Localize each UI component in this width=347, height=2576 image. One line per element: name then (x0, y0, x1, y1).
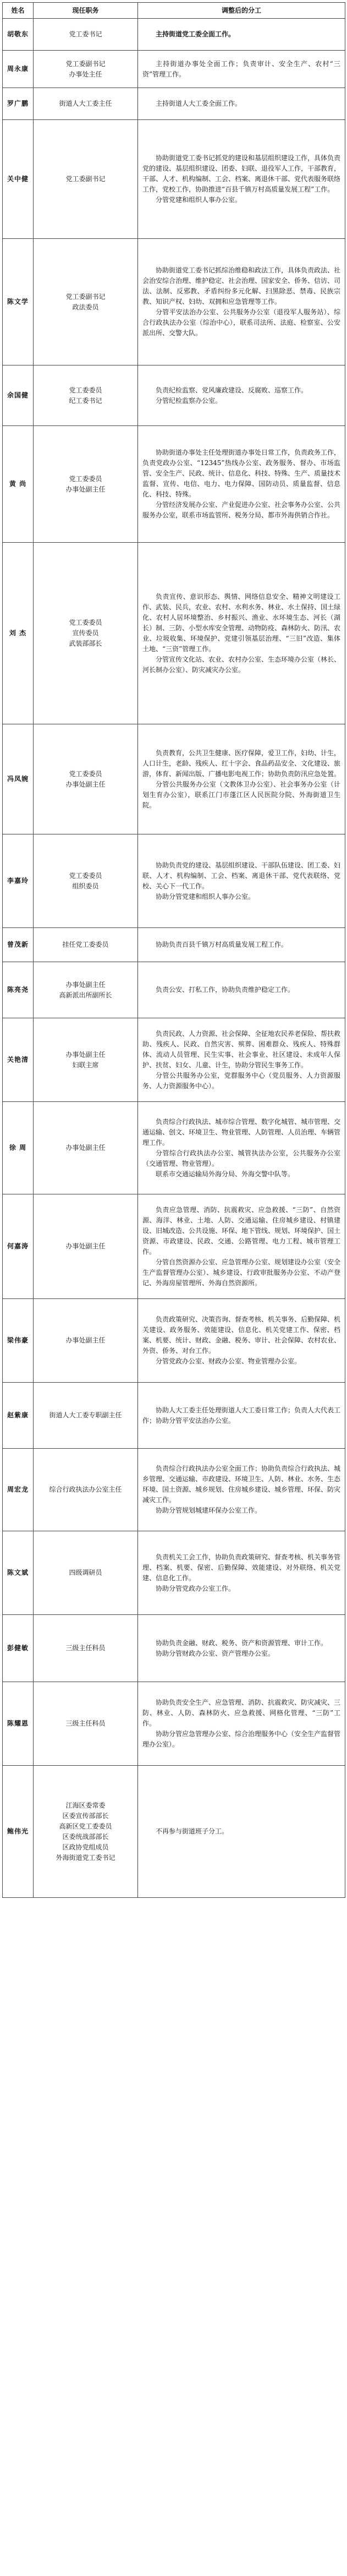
duty-paragraph: 负责民政、人力资源、社会保障、全征地农民养老保险、帮扶救助、残疾人、民政、自然灾害、殡葬、困难群众、残疾人、特殊群体、流动人员管理、民生实事、社会事业、社区建设、未成年人保护、扶贫、妇女、儿童、计生，协助分管民生事务工作。 (142, 1029, 341, 1069)
position-line: 三级主任科员 (65, 1644, 106, 1652)
header-name: 姓名 (3, 3, 34, 19)
table-row (3, 1682, 345, 1766)
current-position (34, 1018, 138, 1102)
duty-paragraph: 协助分管财政办公室、资产管理办公室。 (156, 1649, 275, 1657)
duty-paragraph: 负责教育，公共卫生健康、医疗保障，爱卫工作，妇幼、计生，人口计生，老龄、残疾人、红十字会、食品药品安全、文化建设、旅游，体育、新闻出版、广播电影电视工作；协助负责防汛应急处置。 (142, 749, 341, 778)
position-line: 党工委委员 (69, 474, 102, 483)
duty-paragraph: 协助负责党的建设、基层组织建设、干部队伍建设、团工委、妇联、人才、机构编制、工会、档案、离退休干部、党代表联络、党校、关心下一代工作。 (142, 861, 341, 890)
current-position (34, 426, 138, 543)
position-line: 区委统战部部长 (62, 1832, 109, 1841)
assigned-duties (138, 1194, 345, 1299)
assigned-duties (138, 1682, 345, 1766)
assigned-duties (138, 1531, 345, 1615)
current-position (34, 962, 138, 1018)
person-name: 梁伟豪 (3, 1299, 34, 1383)
duty-paragraph: 负责政策研究、决策咨询、督查考核、机关事务、后勤保障、机关建设、政务服务、效能建设、信息化、机关党建工作、保密、档案、机要、统计、财政、金融、税务、审计、社会保障、农村农业、外资、侨务、对台工作。 (142, 1316, 341, 1355)
assigned-duties (138, 724, 345, 834)
person-name: 罗广鹏 (3, 88, 34, 120)
table-row (3, 724, 345, 834)
duty-paragraph: 协助负责百县千镇万村高质量发展工程工作。 (156, 941, 288, 948)
position-line: 党工委副书记 (65, 292, 106, 301)
person-name: 周永康 (3, 51, 34, 88)
duty-paragraph: 协助街道党工委书记抓党的建设和基层组织建设工作，具体负责党的建设、基层组织建设、团委、妇联、退役军人工作，干部教育，干部、人才、机构编制、工会、档案、离退休干部、党代表服务联络工作，党校工作，协助推进“百县千镇万村高质量发展工程”工作。 (142, 154, 341, 193)
position-line: 武装部部长 (69, 640, 102, 647)
duty-paragraph: 分管党政办公室、财政办公室、物业管理办公室。 (156, 1357, 301, 1365)
current-position (34, 724, 138, 834)
duty-paragraph: 负责纪检监察、党风廉政建设、反腐败、巡察工作。 (156, 386, 308, 394)
header-position: 现任职务 (34, 3, 138, 19)
position-line: 办事处副主任 (65, 485, 106, 493)
current-position (34, 88, 138, 120)
assigned-duties (138, 962, 345, 1018)
position-line: 办事处副主任 (65, 1050, 106, 1058)
table-row (3, 1102, 345, 1194)
assigned-duties (138, 19, 345, 51)
duty-paragraph: 负责宣传、意识形态、舆情、网络信息安全、精神文明建设工作、武装、民兵，农业、农村、水利水务、林业、水土保持、国土绿化、农村人居环境整治、乡村振兴、渔业、水环境生态、河长（湖长）制、三防、小型水库安全管理、动物防疫、森林防火、防汛、农业、垃圾收集、环境保护、党建引领基层治理、“三旧”改造、集体土地、“三资”管理工作。 (142, 592, 341, 653)
current-position (34, 239, 138, 365)
position-line: 高新派出所副所长 (59, 991, 112, 999)
person-name: 刘 杰 (3, 543, 34, 724)
duty-paragraph: 主持街道党工委全面工作。 (156, 30, 235, 38)
duty-paragraph: 协助分管党建和组织人事办公室。 (156, 892, 255, 900)
duty-paragraph: 分管党建和组织人事办公室。 (156, 196, 242, 204)
duty-paragraph: 分管公共服务办公室，党群服务中心（党员服务、人力资源服务、人力资源服务中心）。 (142, 1071, 340, 1090)
assigned-duties (138, 928, 345, 962)
table-row (3, 543, 345, 724)
duty-paragraph: 负责应急管理、消防、抗震救灾、应急救援、“三防”、自然资源、海洋、林业、土地、人防、交通运输、住房城乡建设、村镇建设、旧城改造、公共设施、环保、地下管线、规划、环境保护、国土资源、市政建设、民政、交通、公路管理、电力工程、城市管理工作。 (142, 1205, 341, 1256)
person-name: 冯凤婉 (3, 724, 34, 834)
duty-paragraph: 协助街道党工委书记抓综治维稳和政法工作，具体负责政法、社会治安综合治理、维护稳定、社会治理、国家安全、侨务、信访、司法、法制、反邪教、矛盾纠纷多元化解、扫黑除恶、禁毒、民族宗教、知识产权、妇幼、双拥和应急管理等工作。 (142, 266, 341, 305)
duty-paragraph: 协助街道办事处主任处理街道办事处日常工作，负责政务工作，负责党政办公室、“12345”热线办公室、政务服务、督办、市场监管、安全生产、民政、统计、信息化、科技、特殊、生产、质量技术监督、宣传、电信、电力、电力保障、国防动员、质量监督、信息化、科技、特殊。 (142, 449, 341, 498)
current-position (34, 1299, 138, 1383)
duty-paragraph: 不再参与街道班子分工。 (156, 1827, 229, 1835)
duty-paragraph: 负责机关工会工作，协助负责政策研究、督查考核、机关事务管理、档案、机要、保密、后勤保障、效能建设、对外联络、机关党建、信息化工作。 (142, 1553, 341, 1582)
person-name: 彭健敏 (3, 1615, 34, 1682)
duty-paragraph: 分管经济发展办公室、产业促进办公室、社会事务办公室、公共服务办公室，联系市场监管所、税务分局、都市外海供销合作社。 (142, 501, 341, 519)
person-name: 何嘉涛 (3, 1194, 34, 1299)
position-line: 办事处副主任 (65, 780, 106, 788)
position-line: 纪工委书记 (69, 396, 102, 405)
position-line: 三级主任科员 (65, 1720, 106, 1727)
duty-paragraph: 协助负责金融、财政、税务、资产和资源管理、审计工作。 (156, 1639, 328, 1647)
current-position (34, 1682, 138, 1766)
current-position (34, 928, 138, 962)
person-name: 余国健 (3, 365, 34, 426)
duty-paragraph: 协助分管党政办公室工作。 (156, 1584, 235, 1592)
person-name: 鲍伟光 (3, 1766, 34, 1898)
position-line: 党工委副书记 (65, 59, 106, 68)
table-row (3, 1449, 345, 1531)
assigned-duties (138, 1449, 345, 1531)
person-name: 周宏龙 (3, 1449, 34, 1531)
duty-paragraph: 协助人大工委主任处理街道人大工委日常工作；负责人大代表工作；协助分管平安法治办公室。 (142, 1406, 341, 1425)
position-line: 高新区党工委委员 (59, 1822, 112, 1830)
position-line: 妇联主席 (72, 1061, 99, 1069)
position-line: 办事处副主任 (65, 1144, 106, 1151)
current-position (34, 120, 138, 239)
table-row (3, 928, 345, 962)
assigned-duties (138, 365, 345, 426)
person-name: 徐 周 (3, 1102, 34, 1194)
duty-paragraph: 分管自然资源办公室、应急管理办公室、规划建设办公室（安全生产监督管理办公室）、城乡建设、行政审批服务办公室、不动产登记、外海房屋管理所、外海自然资源所。 (142, 1258, 341, 1287)
current-position (34, 1766, 138, 1898)
assigned-duties (138, 1615, 345, 1682)
table-row (3, 426, 345, 543)
header-duties: 调整后的分工 (138, 3, 345, 19)
duty-paragraph: 分管公共服务办公室（文教体卫办公室）、社会事务办公室（计划生育办公室），联系江门市蓬江区人民医院分院、外海街道卫生院。 (142, 780, 340, 809)
position-line: 党工委委员 (69, 769, 102, 778)
duty-paragraph: 协助分管规划城建环保办公室工作。 (156, 1507, 262, 1514)
position-line: 综合行政执法办公室主任 (49, 1486, 122, 1493)
position-line: 办事处副主任 (65, 980, 106, 989)
person-name: 李嘉玲 (3, 834, 34, 928)
person-name: 黄 尚 (3, 426, 34, 543)
duty-paragraph: 负责公安、打私工作，协助负责维护稳定工作。 (156, 986, 295, 994)
duty-paragraph: 主持街道办事处全面工作；负责审计、安全生产、农村“三资”管理工作。 (142, 59, 340, 78)
current-position (34, 1102, 138, 1194)
position-line: 街道人大工委主任 (59, 100, 112, 107)
duty-paragraph: 分管纪检监察办公室。 (156, 396, 222, 405)
table-row (3, 962, 345, 1018)
position-line: 党工委委员 (69, 386, 102, 394)
duty-paragraph: 分管宣传文化站、农业、农村办公室、生态环境办公室（林长、河长制办公室）、防灾减灾办公室。 (142, 655, 341, 674)
position-line: 办事处主任 (69, 70, 102, 78)
current-position (34, 1383, 138, 1449)
assigned-duties (138, 88, 345, 120)
person-name: 陈耀恩 (3, 1682, 34, 1766)
position-line: 街道人大工委专职副主任 (49, 1411, 122, 1419)
table-row (3, 239, 345, 365)
assigned-duties (138, 1383, 345, 1449)
current-position (34, 834, 138, 928)
table-row (3, 1018, 345, 1102)
position-line: 党工委委员 (69, 619, 102, 626)
person-name: 曾茂新 (3, 928, 34, 962)
position-line: 政法委员 (72, 303, 99, 311)
current-position (34, 1194, 138, 1299)
duty-paragraph: 协助分管应急管理办公室、综合治理服务中心（安全生产监督管理办公室）。 (142, 1730, 341, 1748)
assigned-duties (138, 120, 345, 239)
table-row (3, 19, 345, 51)
position-line: 外海街道党工委书记 (56, 1853, 115, 1862)
table-row (3, 834, 345, 928)
position-line: 区委宣传部部长 (62, 1811, 109, 1820)
duty-paragraph: 主持街道人大工委全面工作。 (156, 100, 242, 107)
person-name: 赵紫康 (3, 1383, 34, 1449)
table-row (3, 51, 345, 88)
position-line: 党工委委员 (69, 871, 102, 880)
position-line: 四级调研员 (69, 1569, 102, 1576)
current-position (34, 51, 138, 88)
assigned-duties (138, 1766, 345, 1898)
table-row (3, 88, 345, 120)
current-position (34, 19, 138, 51)
current-position (34, 543, 138, 724)
table-row (3, 365, 345, 426)
position-line: 挂任党工委委员 (62, 941, 109, 948)
duty-paragraph: 分管平安法治办公室、公共服务办公室（退役军人服务站）、综合行政执法办公室（综治中心），联系司法所、法庭、检察室、公安派出所、交警大队。 (142, 308, 340, 337)
table-row (3, 1383, 345, 1449)
position-line: 办事处副主任 (65, 1242, 106, 1250)
current-position (34, 1449, 138, 1531)
position-line: 组织委员 (72, 882, 99, 890)
person-name: 关艳清 (3, 1018, 34, 1102)
header-row (3, 3, 345, 19)
assigned-duties (138, 1102, 345, 1194)
duty-paragraph: 负责综合行政执法、城市综合管理、数字化城管、城市管理、交通运输、创文、环境卫生、物业管理、人防管理、人员治理、车辆管理工作。 (142, 1117, 341, 1147)
current-position (34, 1531, 138, 1615)
person-name: 陈文斌 (3, 1531, 34, 1615)
person-name: 胡敬东 (3, 19, 34, 51)
person-name: 陈文学 (3, 239, 34, 365)
position-line: 党工委副书记 (65, 175, 106, 183)
current-position (34, 365, 138, 426)
table-row (3, 120, 345, 239)
position-line: 区政协党组成员 (62, 1843, 109, 1851)
duty-paragraph: 分管综合行政执法办公室、城管执法办公室，公共服务办公室（交通管理、物业管理）。 (142, 1149, 340, 1167)
duty-paragraph: 协助负责安全生产、应急管理、消防、抗震救灾、防灾减灾、三防、林业、人防、森林防火、应急救援、网格化管理、“三防”工作。 (142, 1699, 341, 1727)
assigned-duties (138, 426, 345, 543)
assigned-duties (138, 239, 345, 365)
position-line: 党工委书记 (69, 30, 102, 38)
assigned-duties (138, 543, 345, 724)
assigned-duties (138, 1299, 345, 1383)
assigned-duties (138, 1018, 345, 1102)
table-row (3, 1615, 345, 1682)
table-row (3, 1194, 345, 1299)
assigned-duties (138, 834, 345, 928)
table-row (3, 1531, 345, 1615)
current-position (34, 1615, 138, 1682)
assigned-duties (138, 51, 345, 88)
table-row (3, 1766, 345, 1898)
duty-table (2, 2, 345, 1898)
person-name: 陈亮尧 (3, 962, 34, 1018)
position-line: 宣传委员 (72, 629, 99, 637)
position-line: 办事处副主任 (65, 1336, 106, 1344)
person-name: 关中健 (3, 120, 34, 239)
table-row (3, 1299, 345, 1383)
duty-paragraph: 联系市交通运输局外海分局、外海交警中队等。 (156, 1170, 295, 1178)
duty-paragraph: 负责综合行政执法办公室全面工作；协助负责综合行政执法、城乡管理、交通运输、市政建设、环境卫生、人防、林业、水务、生态环境、国土资源、城乡规划、住房城乡建设、城乡管理、环保、防灾减灾工作。 (142, 1465, 341, 1504)
position-line: 江海区委常委 (65, 1801, 106, 1809)
